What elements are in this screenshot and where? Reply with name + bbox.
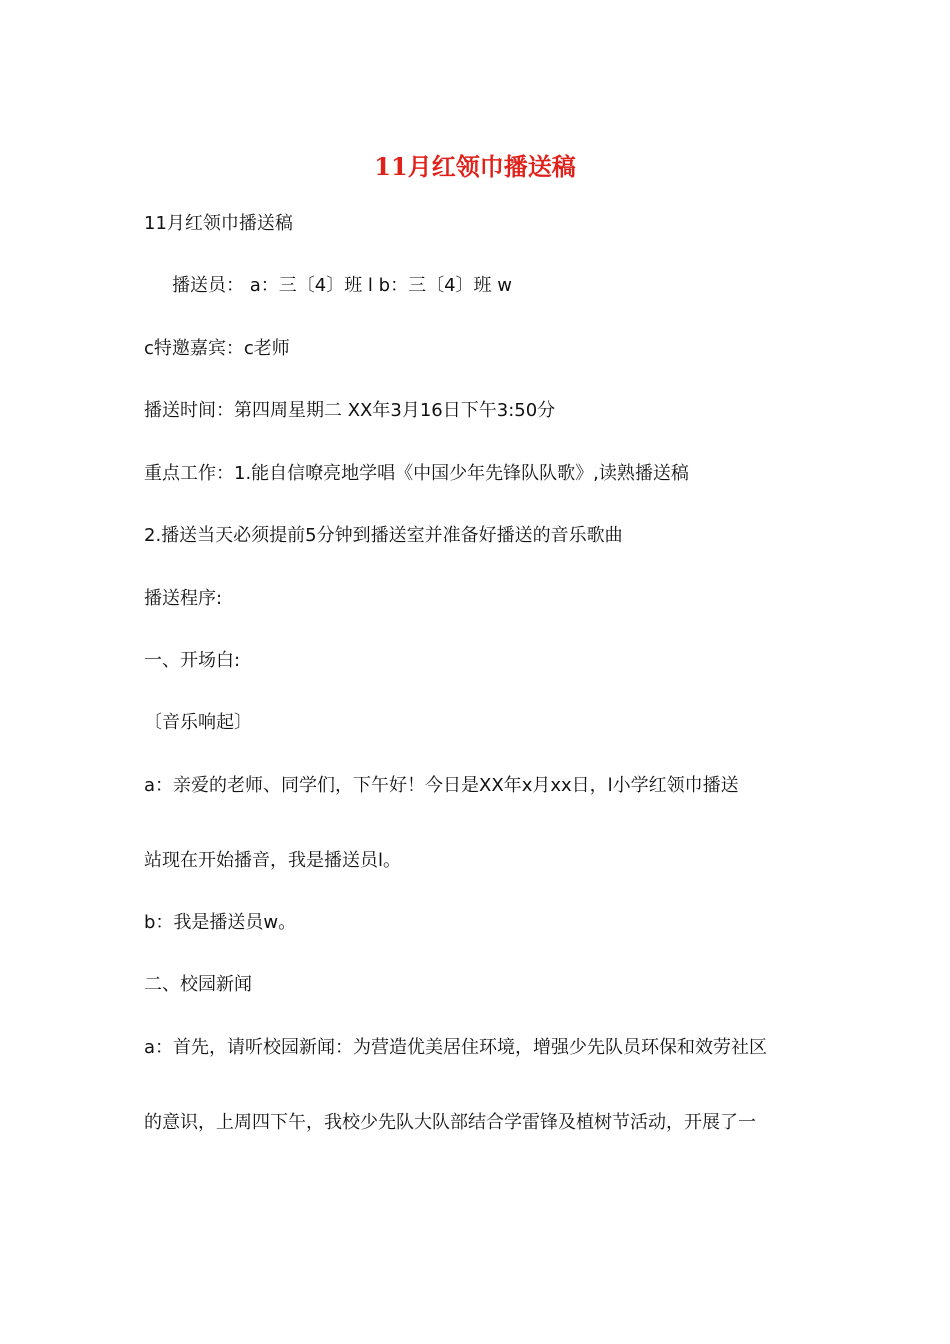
section-opening: 一、开场白: — [144, 650, 241, 671]
section-campus-news: 二、校园新闻 — [144, 974, 252, 995]
news-line-1: a：首先，请听校园新闻：为营造优美居住环境，增强少先队员环保和效劳社区 — [144, 1037, 768, 1058]
document-title: 11月红领巾播送稿 — [374, 152, 576, 181]
guest-line: c特邀嘉宾：c老师 — [144, 338, 290, 359]
dialogue-line-b1: b：我是播送员w。 — [144, 912, 297, 933]
program-heading: 播送程序: — [144, 588, 223, 609]
dialogue-line-a1: a：亲爱的老师、同学们，下午好！今日是XX年x月xx日，l小学红领巾播送 — [144, 775, 739, 796]
key-work-item-2: 2.播送当天必须提前5分钟到播送室并准备好播送的音乐歌曲 — [144, 525, 623, 546]
announcer-line: 播送员： a：三〔4〕班 l b：三〔4〕班 w — [172, 275, 512, 296]
dialogue-line-a1-cont: 站现在开始播音，我是播送员l。 — [144, 850, 401, 871]
news-line-2: 的意识，上周四下午，我校少先队大队部结合学雷锋及植树节活动，开展了一 — [144, 1112, 756, 1133]
subtitle-line: 11月红领巾播送稿 — [144, 213, 293, 234]
music-cue: 〔音乐响起〕 — [144, 712, 252, 733]
key-work-line: 重点工作：1.能自信嘹亮地学唱《中国少年先锋队队歌》,读熟播送稿 — [144, 463, 689, 484]
broadcast-time-line: 播送时间：第四周星期二 XX年3月16日下午3:50分 — [144, 400, 556, 421]
